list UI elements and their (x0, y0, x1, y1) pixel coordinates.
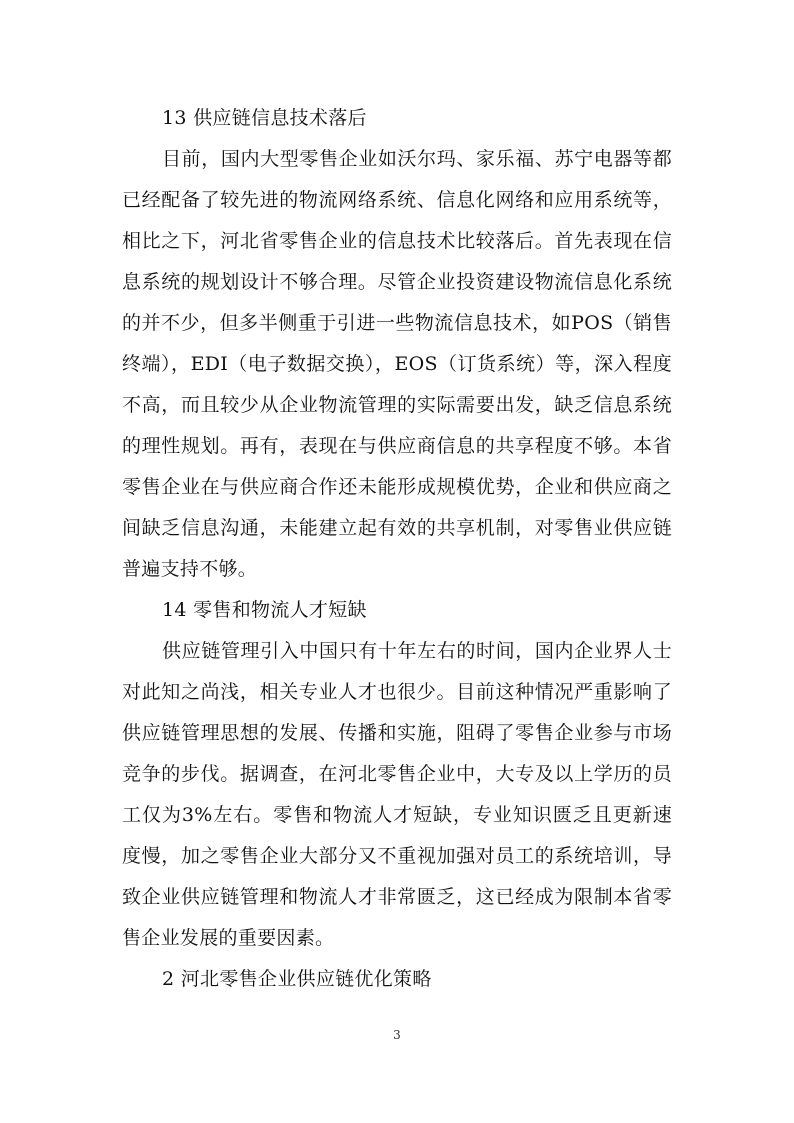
paragraph-info-tech: 目前，国内大型零售企业如沃尔玛、家乐福、苏宁电器等都已经配备了较先进的物流网络系统、信息化网络和应用系统等，相比之下，河北省零售企业的信息技术比较落后。首先表现在信息系统的规划设计不够合理。尽管企业投资建设物流信息化系统的并不少，但多半侧重于引进一些物流信息技术，如POS（销售终端），EDI（电子数据交换），EOS（订货系统）等，深入程度不高，而且较少从企业物流管理的实际需要出发，缺乏信息系统的理性规划。再有，表现在与供应商信息的共享程度不够。本省零售企业在与供应商合作还未能形成规模优势，企业和供应商之间缺乏信息沟通，未能建立起有效的共享机制，对零售业供应链普遍支持不够。 (122, 148, 672, 580)
section-heading-1-4: 14 零售和物流人才短缺 (162, 599, 367, 621)
page-number: 3 (393, 1028, 401, 1042)
section-heading-1-3: 13 供应链信息技术落后 (162, 107, 367, 129)
section-heading-2: 2 河北零售企业供应链优化策略 (162, 968, 432, 990)
paragraph-talent-shortage: 供应链管理引入中国只有十年左右的时间，国内企业界人士对此知之尚浅，相关专业人才也很少。目前这种情况严重影响了供应链管理思想的发展、传播和实施，阻碍了零售企业参与市场竞争的步伐。据调查，在河北零售企业中，大专及以上学历的员工仅为3%左右。零售和物流人才短缺，专业知识匮乏且更新速度慢，加之零售企业大部分又不重视加强对员工的系统培训，导致企业供应链管理和物流人才非常匮乏，这已经成为限制本省零售企业发展的重要因素。 (122, 640, 672, 949)
document-body (122, 98, 672, 1000)
